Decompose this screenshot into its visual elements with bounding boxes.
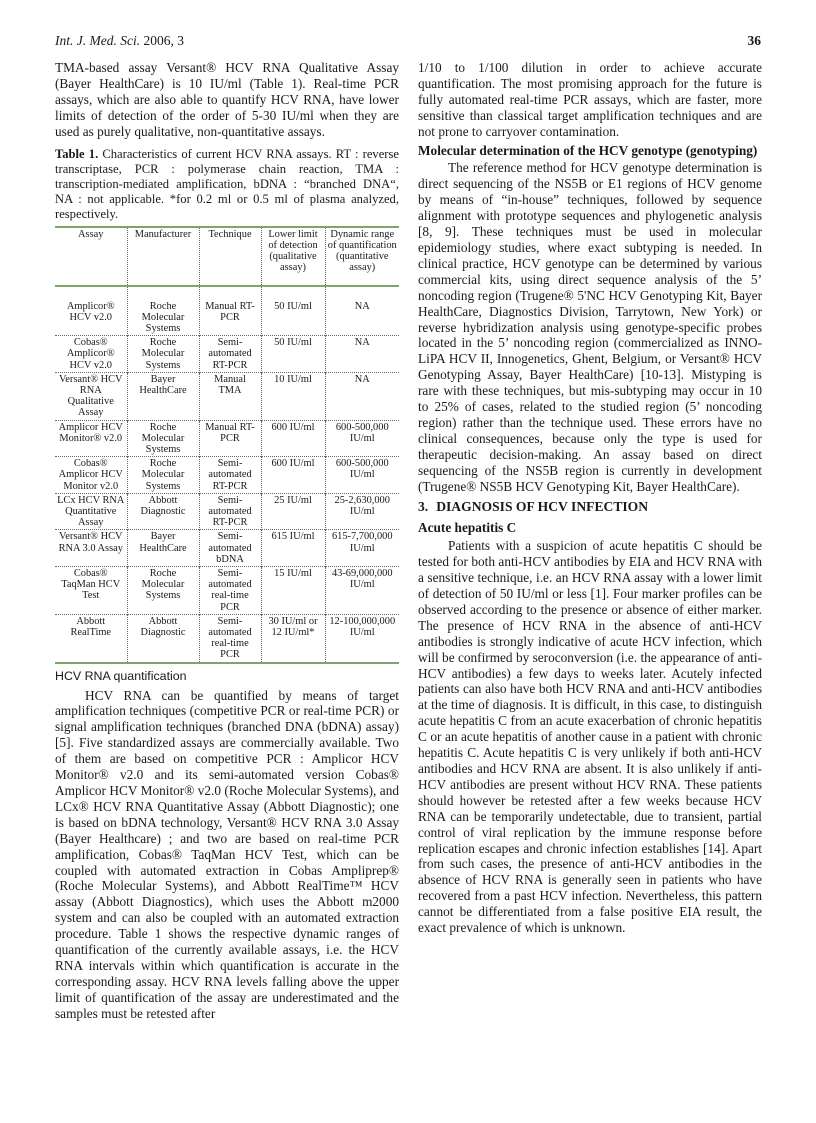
table-cell: Abbott RealTime [55, 614, 127, 662]
acute-hepatitis-paragraph: Patients with a suspicion of acute hepatitis C should be tested for both anti-HCV antibodies by EIA and HCV RNA with a sensitive technique, i.e. an HCV RNA assay with a lower limit of detection of 50 IU/ml or less [1]. Four marker profiles can be observed according to the presence or absence of either marker. The presence of HCV RNA in the absence of anti-HCV antibodies is strongly indicative of acute HCV infection, which will be confirmed by seroconversion (i.e. the appearance of anti-HCV antibodies) a few days to weeks later. Acutely infected patients can also have both HCV RNA and anti-HCV antibodies at the time of diagnosis. It is difficult, in this case, to distinguish acute hepatitis C from an acute exacerbation of chronic hepatitis C or an acute hepatitis of another cause in a patient with chronic hepatitis C. Acute hepatitis C is very unlikely if both anti-HCV antibodies and HCV RNA are absent. It is also unlikely if anti-HCV antibodies are present without HCV RNA. These patients should however be retested after a few weeks because HCV RNA can be temporarily undetectable, due to transient, partial control of viral replication by the immune response before replication escapes and chronic infection establishes [14]. Apart from such cases, the presence of anti-HCV antibodies in the absence of HCV RNA is generally seen in patients who have recovered from a past HCV infection. Nevertheless, this pattern cannot be differentiated from a false positive EIA result, the exact prevalence of which is unknown. [418, 538, 762, 936]
table-cell: LCx HCV RNA Quantitative Assay [55, 493, 127, 530]
table-row [55, 457, 399, 494]
page-number: 36 [747, 33, 761, 48]
table-cell: Semi-automated RT-PCR [199, 457, 261, 494]
table-cell: 12-100,000,000 IU/ml [325, 614, 399, 662]
table-cell: Semi-automated RT-PCR [199, 493, 261, 530]
genotyping-paragraph: The reference method for HCV genotype determination is direct sequencing of the NS5B or E1 regions of HCV genome by means of “in-house” techniques, followed by sequence alignment with prototype sequences and phylogenetic analysis [8, 9]. These techniques must be used in molecular epidemiology studies, where exact subtyping is needed. In clinical practice, HCV genotype can be determined by various commercial kits, using direct sequence analysis of the 5’ noncoding region (Trugene® 5'NC HCV Genotyping Kit, Bayer HealthCare, Diagnostics Division, Tarrytown, New York) or reverse hybridization analysis using genotype-specific probes located in the 5’ noncoding region (commercialized as INNO-LiPA HCV II, Innogenetics, Ghent, Belgium, or Versant® HCV Genotyping Assay, Bayer HealthCare) [10-13]. Mistyping is rare with these techniques, but mis-subtyping may occur in 10 to 25% of cases, related to the studied region (5’ noncoding region) rather than the technique used. These errors have no clinical consequences, because only the type is used for therapeutic decision-making. An assay based on direct sequencing of the NS5B region is currently in development (Trugene® NS5B HCV Genotyping Kit, Bayer HealthCare). [418, 160, 762, 494]
table-cell: Roche Molecular Systems [127, 420, 199, 457]
table-caption-label: Table 1. [55, 146, 99, 161]
genotyping-heading: Molecular determination of the HCV genotype (genotyping) [418, 142, 758, 158]
table-cell: Amplicor HCV Monitor® v2.0 [55, 420, 127, 457]
table-cell: Cobas® TaqMan HCV Test [55, 567, 127, 615]
table-row [55, 286, 399, 336]
table-row [55, 372, 399, 420]
table-cell: 30 IU/ml or 12 IU/ml* [261, 614, 325, 662]
table-cell: Semi-automated real-time PCR [199, 614, 261, 662]
table-caption [55, 147, 399, 222]
table-cell: Versant® HCV RNA Qualitative Assay [55, 372, 127, 420]
quantification-paragraph: HCV RNA can be quantified by means of target amplification techniques (competitive PCR or real-time PCR) or signal amplification techniques (branched DNA (bDNA) assay) [5]. Five standardized assays are commercially available. Two of them are based on competitive PCR : Amplicor HCV Monitor® v2.0 and its semi-automated version Cobas® Amplicor HCV Monitor® v2.0 (Roche Molecular Systems), and LCx® HCV RNA Quantitative Assay (Abbott Diagnostic); one is based on bDNA technology, Versant® HCV RNA 3.0 Assay (Bayer Healthcare) ; and two are based on real-time PCR amplification, Cobas® TaqMan HCV Test, which can be coupled with automated extraction in Cobas Ampliprep® (Roche Molecular Systems), and Abbott RealTime™ HCV assay (Abbott Diagnostics), which uses the Abbott m2000 system and can also be coupled with an automated extraction procedure. Table 1 shows the respective dynamic ranges of quantification of the currently available assays, i.e. the HCV RNA intervals within which quantification is accurate in the corresponding assay. HCV RNA levels falling above the upper limit of quantification of the assay are underestimated and the samples must be retested after [55, 687, 399, 1021]
table-cell: Semi-automated RT-PCR [199, 336, 261, 373]
table-cell: 50 IU/ml [261, 336, 325, 373]
table-row [55, 420, 399, 457]
table-cell: Bayer HealthCare [127, 372, 199, 420]
running-header [55, 33, 761, 53]
intro-paragraph: TMA-based assay Versant® HCV RNA Qualitative Assay (Bayer HealthCare) is 10 IU/ml (Table 1). Real-time PCR assays, which are also able to quantify HCV RNA, have lower limits of detection of the order of 5-30 IU/ml when they are used as purely qualitative, non-quantitative assays. [55, 60, 399, 139]
table-row [55, 493, 399, 530]
hcv-assays-table [55, 226, 399, 664]
table-cell: 600-500,000 IU/ml [325, 420, 399, 457]
table-cell: NA [325, 372, 399, 420]
table-cell: Versant® HCV RNA 3.0 Assay [55, 530, 127, 567]
table-cell: Roche Molecular Systems [127, 457, 199, 494]
left-column [55, 60, 399, 1022]
table-cell: 600-500,000 IU/ml [325, 457, 399, 494]
table-row [55, 614, 399, 662]
table-cell: NA [325, 336, 399, 373]
table-header-cell: Technique [199, 227, 261, 286]
table-cell: 15 IU/ml [261, 567, 325, 615]
table-header-cell: Lower limit of detection (qualitative assay) [261, 227, 325, 286]
table-cell: Semi-automated bDNA [199, 530, 261, 567]
table-cell: 25 IU/ml [261, 493, 325, 530]
table-cell: Roche Molecular Systems [127, 567, 199, 615]
table-cell: 43-69,000,000 IU/ml [325, 567, 399, 615]
table-header-cell: Manufacturer [127, 227, 199, 286]
section-title: DIAGNOSIS OF HCV INFECTION [436, 499, 649, 515]
table-cell: Bayer HealthCare [127, 530, 199, 567]
journal-citation [55, 33, 184, 49]
table-cell: Amplicor® HCV v2.0 [66, 300, 115, 323]
table-cell: Roche Molecular Systems [127, 336, 199, 373]
table-cell: Cobas® Amplicor HCV Monitor v2.0 [55, 457, 127, 494]
table-cell: Manual RT-PCR [199, 420, 261, 457]
table-cell: 10 IU/ml [261, 372, 325, 420]
table-header-cell: Assay [55, 227, 127, 286]
table-row [55, 336, 399, 373]
table-cell: 615-7,700,000 IU/ml [325, 530, 399, 567]
section-number: 3. [418, 499, 429, 515]
table-cell: Manual RT-PCR [199, 286, 261, 336]
table-caption-text: Characteristics of current HCV RNA assays. RT : reverse transcriptase, PCR : polymerase chain reaction, TMA : transcription-mediated amplification, bDNA : “branched DNA“, NA : not applicable. *for 0.2 ml or 0.5 ml of plasma analyzed, respectively. [55, 146, 399, 221]
quantification-subheading: HCV RNA quantification [55, 668, 187, 683]
table-cell: 50 IU/ml [261, 286, 325, 336]
table-body [55, 286, 399, 663]
table-row [55, 530, 399, 567]
table-cell: 615 IU/ml [261, 530, 325, 567]
table-cell: NA [325, 286, 399, 336]
journal-name: Int. J. Med. Sci. [55, 33, 141, 48]
table-row [55, 567, 399, 615]
right-column [418, 60, 762, 936]
table-cell: Cobas® Amplicor® HCV v2.0 [55, 336, 127, 373]
table-cell: Manual TMA [199, 372, 261, 420]
table-cell: Semi-automated real-time PCR [199, 567, 261, 615]
table-cell: 600 IU/ml [261, 420, 325, 457]
table-cell: 25-2,630,000 IU/ml [325, 493, 399, 530]
table-cell: Abbott Diagnostic [127, 614, 199, 662]
table-header-row [55, 227, 399, 286]
continuation-paragraph: 1/10 to 1/100 dilution in order to achieve accurate quantification. The most promising approach for the future is fully automated real-time PCR assays, which are faster, more sensitive than classical target amplification techniques and are not prone to carryover contamination. [418, 60, 762, 139]
table-cell: Abbott Diagnostic [127, 493, 199, 530]
section-heading [418, 499, 762, 515]
table-header-cell: Dynamic range of quantification (quantitative assay) [325, 227, 399, 286]
table-cell: 600 IU/ml [261, 457, 325, 494]
table-cell: Roche Molecular Systems [127, 286, 199, 336]
acute-hepatitis-heading: Acute hepatitis C [418, 520, 517, 536]
journal-year-volume: 2006, 3 [143, 33, 184, 48]
